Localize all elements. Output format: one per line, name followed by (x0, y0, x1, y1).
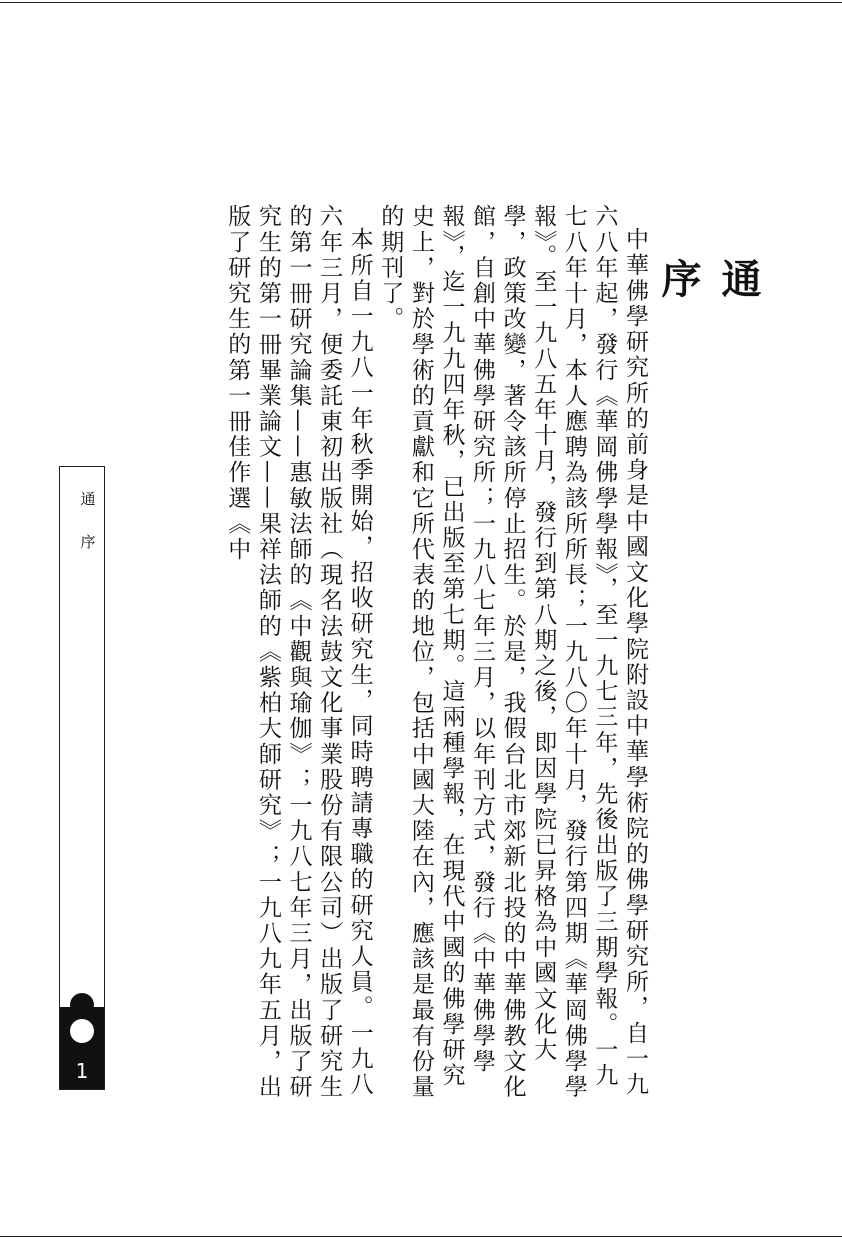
bottom-rule (0, 1236, 842, 1237)
page-number-block (60, 1007, 104, 1089)
side-tab-label: 通序 (78, 491, 97, 577)
paragraph-2: 本所自一九八一年秋季開始，招收研究生，同時聘請專職的研究人員。一九八六年三月，便委託東初出版社（現名法鼓文化事業股份有限公司）出版了研究生的第一冊研究論集——惠敏法師的《中觀與瑜伽》；一九八七年三月，出版了研究生的第一冊畢業論文——果祥法師的《紫柏大師研究》；一九八九年五月，出版了研究生的第一冊佳作選《中 (224, 204, 373, 1100)
paragraph-1: 中華佛學研究所的前身是中國文化學院附設中華學術院的佛學研究所，自一九六八年起，發行《華岡佛學學報》，至一九七三年，先後出版了三期學報。一九七八年十月，本人應聘為該所所長；一九八〇年十月，發行第四期《華岡佛學學報》。至一九八五年十月，發行到第八期之後，即因學院已昇格為中國文化大學，政策改變，著令該所停止招生。於是，我假台北市郊新北投的中華佛教文化館，自創中華佛學研究所；一九八七年三月，以年刊方式，發行《中華佛學學報》，迄一九九四年秋，已出版至第七期。這兩種學報，在現代中國的佛學研究史上，對於學術的貢獻和它所代表的地位，包括中國大陸在內，應該是最有份量的期刊了。 (377, 204, 648, 1100)
dot-icon (70, 993, 94, 1017)
top-rule (0, 2, 842, 3)
chapter-side-tab (59, 466, 105, 1090)
dot-icon (70, 1019, 94, 1043)
page-number: 1 (75, 1059, 89, 1083)
page-title: 通序 (655, 258, 762, 348)
preface-body (188, 204, 650, 1104)
